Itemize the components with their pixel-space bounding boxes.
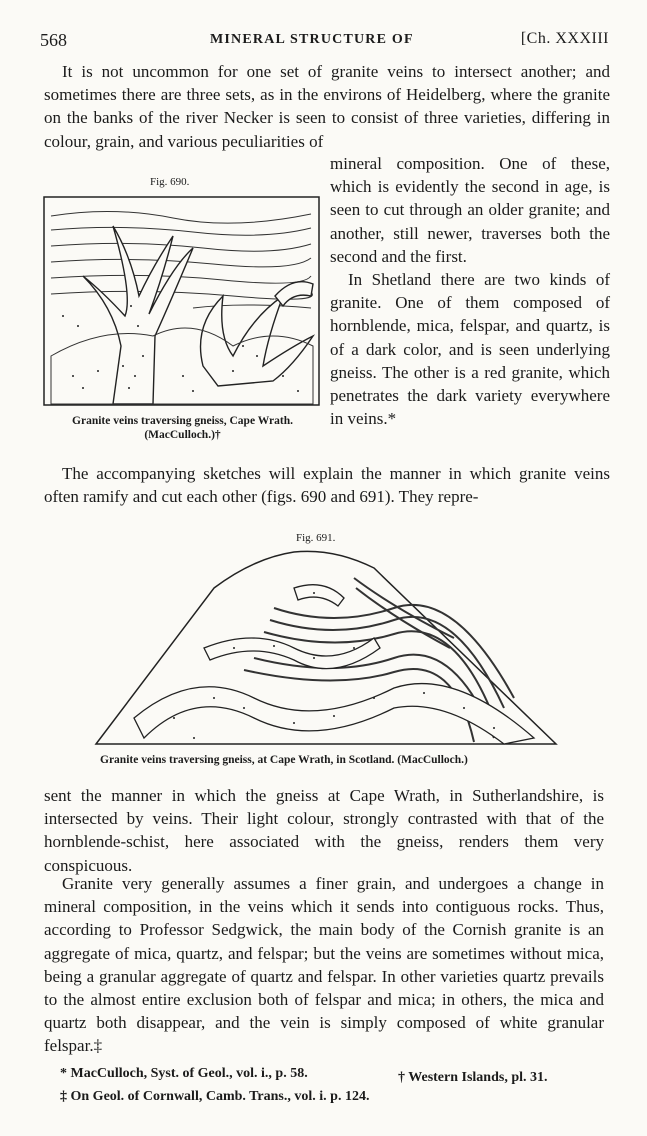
figure-691-label: Fig. 691.: [296, 532, 336, 544]
page-number: 568: [40, 30, 67, 50]
page-header: [40, 30, 609, 52]
footnote-maculloch: * MacCulloch, Syst. of Geol., vol. i., p. 58.: [60, 1066, 308, 1081]
footnote-western-islands: † Western Islands, pl. 31.: [398, 1070, 548, 1085]
figure-690-caption-line1: Granite veins traversing gneiss, Cape Wrath.: [72, 415, 293, 427]
side-column: [330, 152, 610, 430]
figure-690-caption-line2: (MacCulloch.)†: [144, 429, 221, 441]
paragraph-heidelberg: It is not uncommon for one set of granite veins to intersect another; and sometimes there are three sets, as in the environs of Heidelberg, where the granite on the banks of the river Necker is seen to consist of three varieties, differing in colour, grain, and various peculiarities of: [44, 62, 610, 151]
figure-690-illustration: [43, 196, 320, 406]
figure-691-illustration: [94, 548, 558, 748]
paragraph-shetland: In Shetland there are two kinds of granite. One of them composed of hornblende, mica, felspar, and quartz, is of a dark color, and is seen underlying gneiss. The other is a red granite, which penetrates the dark variety everywhere in veins.*: [330, 270, 610, 429]
paragraph-mineral-composition: mineral composition. One of these, which is evidently the second in age, is seen to cut through an older granite; and another, still newer, traverses both the second and the first.: [330, 154, 610, 266]
footnote-cornwall: ‡ On Geol. of Cornwall, Camb. Trans., vol. i. p. 124.: [60, 1089, 370, 1104]
paragraph-sketches: The accompanying sketches will explain the manner in which granite veins often ramify and cut each other (figs. 690 and 691). They repre-: [44, 464, 610, 507]
paragraph-finer-grain: Granite very generally assumes a finer grain, and undergoes a change in mineral composition, in the veins which it sends into contiguous rocks. Thus, according to Professor Sedgwick, the main body of the Cornish granite is an aggregate of mica, quartz, and felspar; but the veins are sometimes without mica, being a granular aggregate of quartz and felspar. In other varieties quartz prevails to the almost entire exclusion both of felspar and mica; in others, the mica and quartz both disappear, and the vein is simply composed of white granular felspar.‡: [44, 874, 604, 1056]
paragraph-cape-wrath: sent the manner in which the gneiss at Cape Wrath, in Sutherlandshire, is intersected by veins. Their light colour, strongly contrasted with that of the hornblende-schist, here associated with the gneiss, renders them very conspicuous.: [44, 786, 604, 875]
figure-691-caption: Granite veins traversing gneiss, at Cape Wrath, in Scotland. (MacCulloch.): [100, 754, 468, 766]
figure-690-label: Fig. 690.: [150, 176, 190, 188]
figure-690-caption: [40, 414, 325, 442]
chapter-label: [Ch. XXXIII: [520, 30, 609, 47]
running-title: MINERAL STRUCTURE OF: [210, 32, 414, 47]
